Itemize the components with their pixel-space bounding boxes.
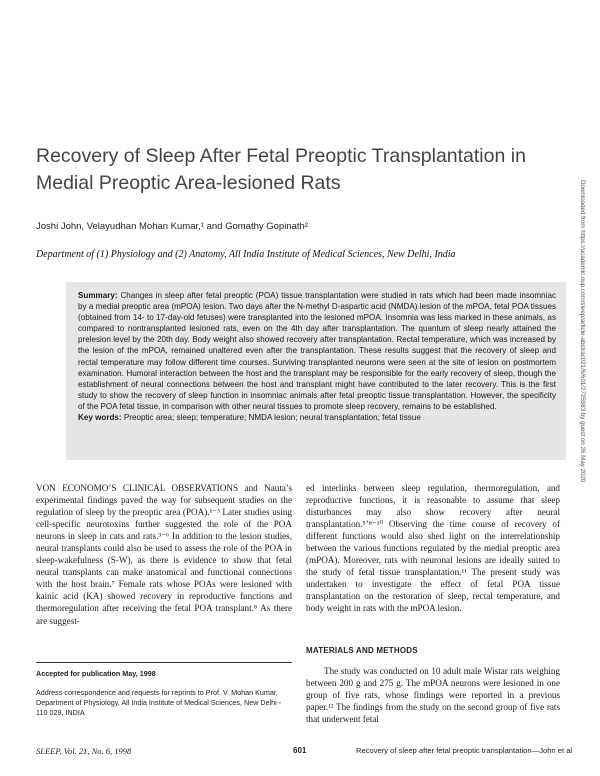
- footer-journal-citation: SLEEP, Vol. 21, No. 6, 1998: [36, 746, 132, 756]
- article-title: Recovery of Sleep After Fetal Preoptic Transplantation in Medial Preoptic Area-lesioned Rats: [36, 145, 526, 194]
- footnote-divider: [36, 662, 292, 663]
- intro-paragraph: VON ECONOMO’S CLINICAL OBSERVATIONS and Nauta’s experimental findings paved the way for subsequent studies on the regulation of sleep by the preoptic area (POA).¹⁻³ Later studies using cell-specific neurotoxins further suggested the role of the POA neurons in sleep in cats and rats.³⁻⁶ In addition to the lesion studies, neural transplants could also be used to assess the role of the POA in sleep-wakefulness (S-W), as there is evidence to show that fetal neural transplants can make anatomical and functional connections with the host brain.⁷ Female rats whose POAs were lesioned with kainic acid (KA) showed recovery in reproductive functions and thermoregulation after receiving the fetal POA transplant.⁸ As there are suggest-: [36, 483, 292, 626]
- accepted-date: Accepted for publication May, 1998: [36, 669, 156, 678]
- page-number: 601: [293, 746, 307, 755]
- body-column-right: [306, 482, 560, 615]
- correspondence-note: Address correspondence and requests for reprints to Prof. V. Mohan Kumar, Department of Physiology, All India Institute of Medical Sciences, New Delhi - 110 029, INDIA: [36, 688, 282, 718]
- methods-column: [306, 665, 560, 725]
- summary-box: [66, 282, 566, 460]
- download-watermark: [576, 180, 588, 620]
- author-list: Joshi John, Velayudhan Mohan Kumar,¹ and Gomathy Gopinath²: [36, 221, 308, 232]
- intro-paragraph-continued: ed interlinks between sleep regulation, thermoregulation, and reproductive functions, it is reasonable to assume that sleep disturbances may also show recovery after neural transplantation.⁵ʼ⁸⁻¹⁰ Observing the time course of recovery of different functions would also shed light on the interrelationship between the various functions regulated by the medial preoptic area (mPOA). Moreover, rats with neuronal lesions are ideally suited to the study of fetal tissue transplantation.¹¹ The present study was undertaken to investigate the effect of fetal POA tissue transplantation on the restoration of sleep, rectal temperature, and body weight in rats with the mPOA lesion.: [306, 483, 560, 614]
- body-column-left: [36, 482, 292, 627]
- affiliation: Department of (1) Physiology and (2) Anatomy, All India Institute of Medical Sciences, New Delhi, India: [36, 249, 456, 260]
- summary-label: Summary:: [78, 291, 118, 300]
- keywords-label: Key words:: [78, 413, 122, 423]
- methods-paragraph: The study was conducted on 10 adult male Wistar rats weighing between 200 g and 275 g. The mPOA neurons were lesioned in one group of five rats, whose findings were reported in a previous paper.¹² The findings from the study on the second group of five rats that underwent fetal: [306, 666, 560, 725]
- running-title: Recovery of sleep after fetal preoptic transplantation—John et al: [356, 746, 573, 755]
- download-watermark-text: Downloaded from https://academic.oup.com/sleep/article-abstract/21/6/601/2725983 by guest on 26 May 2020: [579, 180, 586, 483]
- summary-text: Changes in sleep after fetal preoptic (POA) tissue transplantation were studied in rats which had been made insomniac by a medial preoptic area (mPOA) lesion. Two days after the N-methyl D-aspartic acid (NMDA) lesion of the mPOA, fetal POA tissues (obtained from 14- to 17-day-old fetuses) were transplanted into the lesioned mPOA. Insomnia was less marked in these animals, as compared to nontransplanted lesioned rats, even on the 4th day after transplantation. The quantum of sleep nearly attained the prelesion level by the 20th day. Body weight also showed recovery after transplantation. Rectal temperature, which was increased by the lesion of the mPOA, remained unaltered even after the transplantation. These results suggest that the recovery of sleep and rectal temperature may follow different time courses. Surviving transplanted neurons were seen at the site of lesion on postmortem examination. Humoral interaction between the host and the transplant may be responsible for the early recovery of sleep, though the establishment of neural connections between the host and transplant might have contributed to the later recovery. This is the first study to show the recovery of sleep function in insomniac animals after fetal preoptic tissue transplantation. However, the specificity of the POA fetal tissue, in comparison with other neural tissues to promote sleep recovery, remains to be established.: [78, 291, 557, 411]
- summary-text-block: [78, 290, 556, 423]
- keywords-text: Preoptic area; sleep; temperature; NMDA lesion; neural transplantation; fetal tissue: [123, 413, 421, 423]
- section-heading-methods: MATERIALS AND METHODS: [306, 646, 418, 655]
